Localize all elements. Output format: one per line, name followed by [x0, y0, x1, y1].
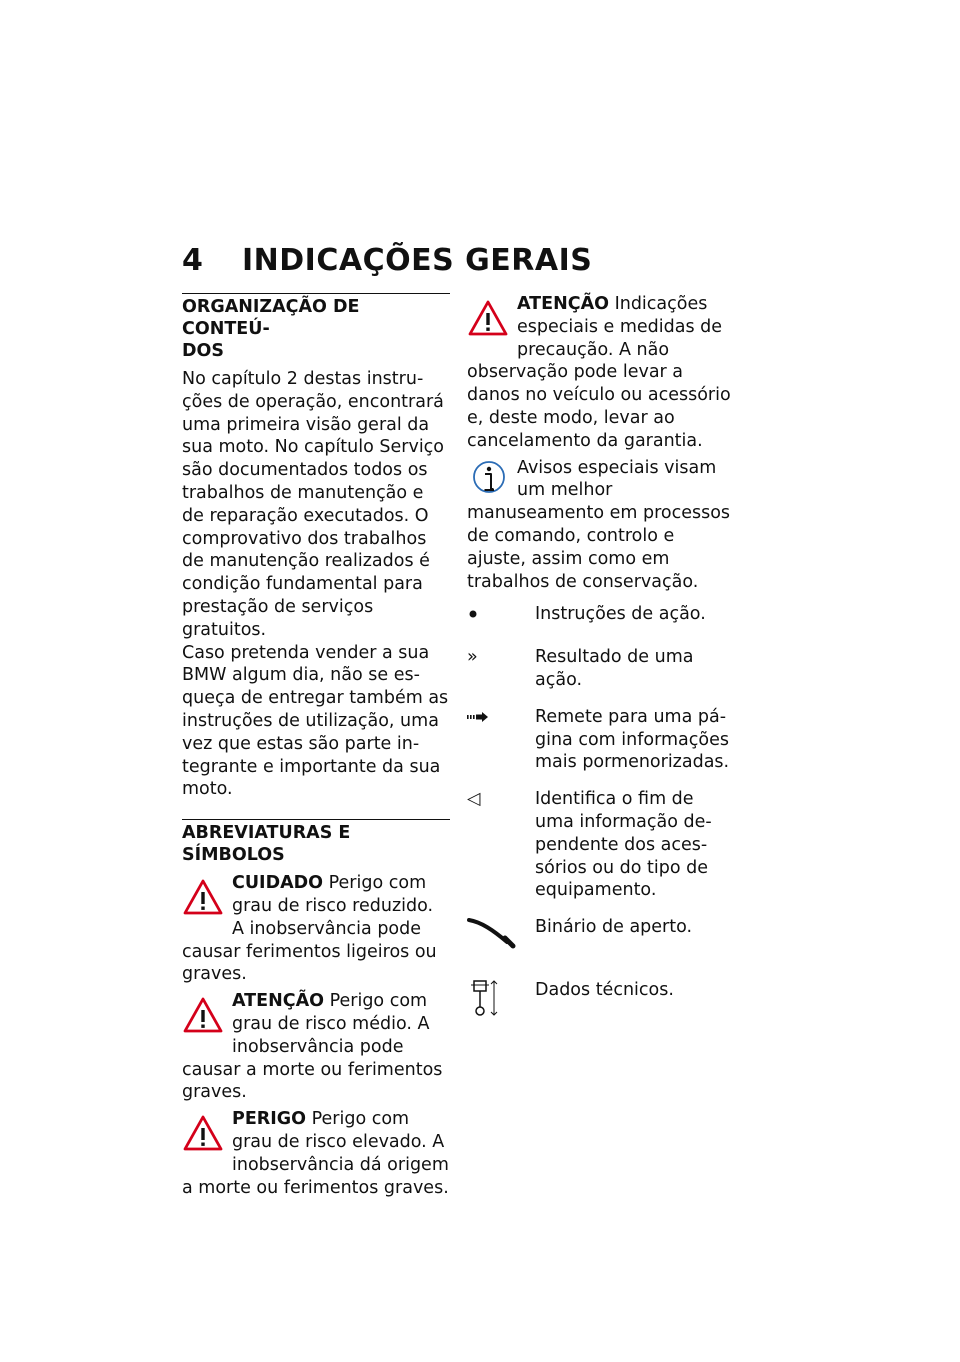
chapter-heading [182, 243, 592, 278]
symbol-row [467, 979, 737, 1026]
warning-caution [182, 872, 450, 986]
reference-arrow-icon [467, 706, 491, 728]
organization-paragraph: No capítulo 2 destas instruções de operação, encontrará uma primeira visão geral da sua moto. No capítulo Serviço são documentados todos os trabalhos de manutenção e de reparação executados. O comprovativo dos trabalhos de manutenção realizados é condição fundamental para prestação de serviços gratuitos. [182, 369, 445, 640]
section-heading-abbreviations: ABREVIATURAS E SÍMBOLOS [182, 823, 351, 866]
torque-wrench-icon [467, 916, 519, 950]
section-heading-organization: ORGANIZAÇÃO DE CONTEÚ- DOS [182, 297, 360, 361]
warning-triangle-icon [467, 299, 509, 339]
notice-text: Indicações especiais e medidas de precaução. A não observação pode levar a danos no veículo ou acessório e, deste modo, levar ao cancelamento da garantia. [467, 294, 731, 451]
symbol-description: Dados técnicos. [535, 979, 674, 1000]
symbol-row [467, 788, 737, 902]
symbol-description: Binário de aperto. [535, 917, 693, 938]
result-arrow-icon: » [467, 647, 478, 668]
warning-attention [182, 990, 450, 1104]
right-column [467, 293, 737, 1026]
organization-paragraph: Caso pretenda vender a sua BMW algum dia, não se esqueça de entregar também as instruções de utilização, uma vez que estas são parte integrante e importante da sua moto. [182, 642, 449, 800]
chapter-title: INDICAÇÕES GERAIS [242, 243, 593, 278]
left-column [182, 293, 450, 1199]
warning-triangle-icon [182, 996, 224, 1036]
symbol-row [467, 646, 737, 692]
symbol-description: Remete para uma página com informações mais pormenorizadas. [535, 706, 730, 773]
warning-triangle-icon [182, 1114, 224, 1154]
warning-label: CUIDADO [232, 873, 324, 894]
warning-danger [182, 1108, 450, 1199]
info-text: Avisos especiais visam um melhor manuseamento em processos de comando, controlo e ajuste, assim como em trabalhos de conservação. [467, 457, 731, 592]
symbol-description: Instruções de ação. [535, 604, 706, 625]
warning-text: Perigo com grau de risco reduzido. A inobservância pode causar ferimentos ligeiros ou graves. [182, 873, 437, 985]
notice-info [467, 457, 737, 594]
symbol-row [467, 706, 737, 774]
info-icon [471, 459, 507, 501]
warning-label: ATENÇÃO [232, 991, 324, 1012]
warning-triangle-icon [182, 878, 224, 918]
symbol-description: Identifica o fim de uma informação dependente dos acessórios ou do tipo de equipamento. [535, 789, 712, 901]
symbol-description: Resultado de uma ação. [535, 647, 694, 690]
warning-text: Perigo com grau de risco médio. A inobservância pode causar a morte ou ferimentos graves. [182, 991, 443, 1103]
symbol-row [467, 603, 737, 632]
notice-attention [467, 293, 737, 453]
technical-data-icon [467, 979, 501, 1019]
warning-text: Perigo com grau de risco elevado. A inobservância dá origem a morte ou ferimentos graves. [182, 1109, 449, 1198]
notice-label: ATENÇÃO [517, 294, 609, 314]
chapter-number: 4 [182, 243, 204, 278]
symbol-row [467, 916, 737, 957]
end-marker-icon: ◁ [467, 789, 481, 810]
warning-label: PERIGO [232, 1109, 307, 1130]
bullet-icon [467, 603, 483, 625]
